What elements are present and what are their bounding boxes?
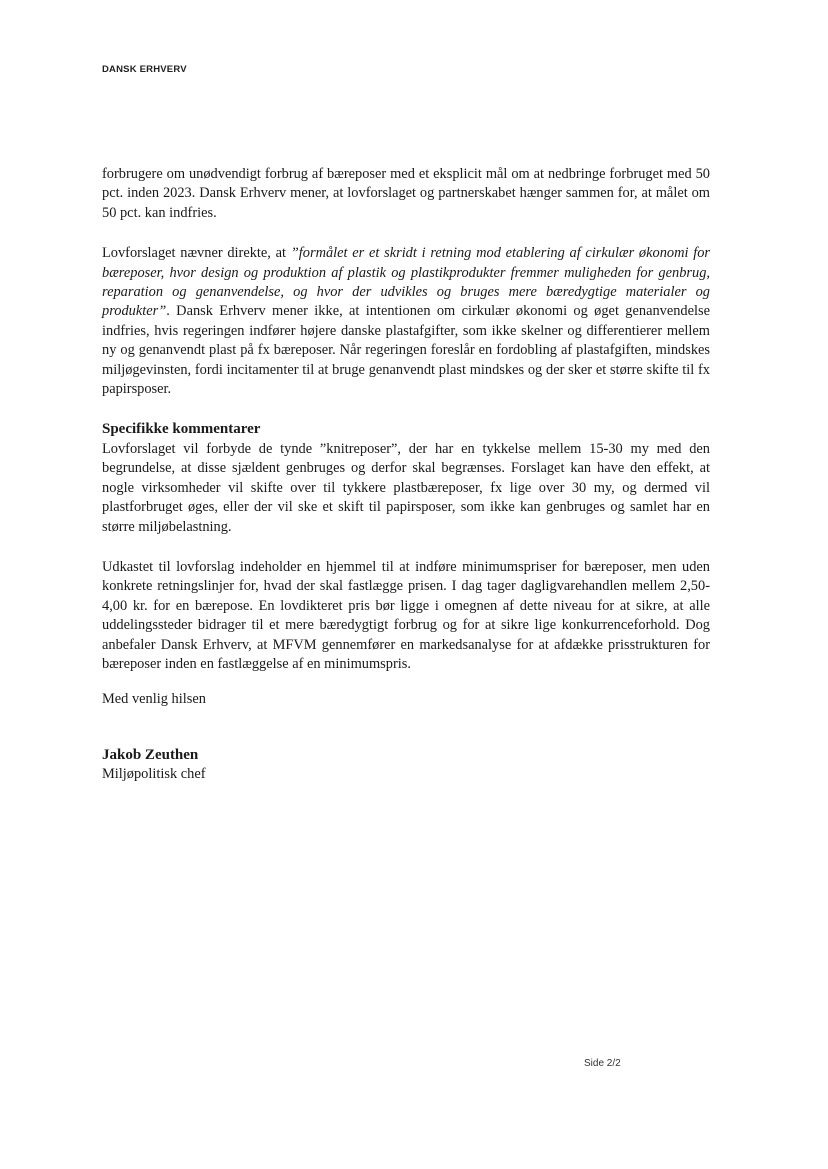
paragraph-minimum-prices: Udkastet til lovforslag indeholder en hjemmel til at indføre minimumspriser for bæreposer, men uden konkrete retningslinjer for, hvad der skal fastlægge prisen. I dag tager dagligvarehandlen mellem 2,50-4,00 kr. for en bærepose. En lovdikteret pris bør ligge i omegnen af dette niveau for at sikre, at alle uddelingssteder bidrager til et mere bæredygtigt forbrug og for at sikre lige konkurrenceforhold. Dog anbefaler Dansk Erhverv, at MFVM gennemfører en markedsanalyse for at afdække prisstrukturen for bæreposer inden en fastlæggelse af en minimumspris.: [102, 558, 710, 672]
organization-header: DANSK ERHVERV: [102, 64, 187, 75]
signature-block: [102, 746, 206, 785]
section-heading: Specifikke kommentarer: [102, 421, 261, 438]
paragraph-gap: [102, 223, 710, 244]
paragraph-gap: [102, 537, 710, 558]
paragraph-circular-economy: [102, 244, 710, 399]
page-number: Side 2/2: [584, 1058, 621, 1069]
law-quote: ”formålet er et skridt i retning mod etablering af cirkulær økonomi for bæreposer, hvor design og produktion af plastik og plastikprodukter fremmer muligheden for genbrug, reparation og genanvendelse, og hvor der udvikles og bruges mere bæredygtige materialer og produkter”: [102, 245, 711, 320]
closing-greeting: Med venlig hilsen: [102, 691, 206, 707]
paragraph-knitreposer: Lovforslaget vil forbyde de tynde ”knitreposer”, der har en tykkelse mellem 15-30 my med den begrundelse, at disse sjældent genbruges og derfor skal begrænses. Forslaget kan have den effekt, at nogle virksomheder vil skifte over til tykkere plastbæreposer, fx lige over 30 my, og dermed vil plastforbruget øges, eller der vil ske et skift til papirsposer, som ikke kan genbruges og samlet har en større miljøbelastning.: [102, 440, 710, 535]
paragraph-continuation: . Dansk Erhverv mener ikke, at intentionen om cirkulær økonomi og øget genanvendelse indfries, hvis regeringen indfører højere danske plastafgifter, som ikke skelner og differentierer mellem ny og genanvendt plast på fx bæreposer. Når regeringen foreslår en fordobling af plastafgiften, mindskes miljøgevinsten, fordi incitamenter til at bruge genanvendt plast mindskes og der sker et større skifte til fx papirsposer.: [102, 303, 710, 398]
paragraph-intro: Lovforslaget nævner direkte, at: [102, 245, 291, 262]
letter-body: [102, 165, 710, 674]
paragraph-partnership: forbrugere om unødvendigt forbrug af bæreposer med et eksplicit mål om at nedbringe forbruget med 50 pct. inden 2023. Dansk Erhverv mener, at lovforslaget og partnerskabet hænger sammen for, at målet om 50 pct. kan indfries.: [102, 166, 710, 221]
signatory-title: Miljøpolitisk chef: [102, 766, 206, 783]
signatory-name: Jakob Zeuthen: [102, 747, 199, 763]
paragraph-gap: [102, 399, 710, 420]
